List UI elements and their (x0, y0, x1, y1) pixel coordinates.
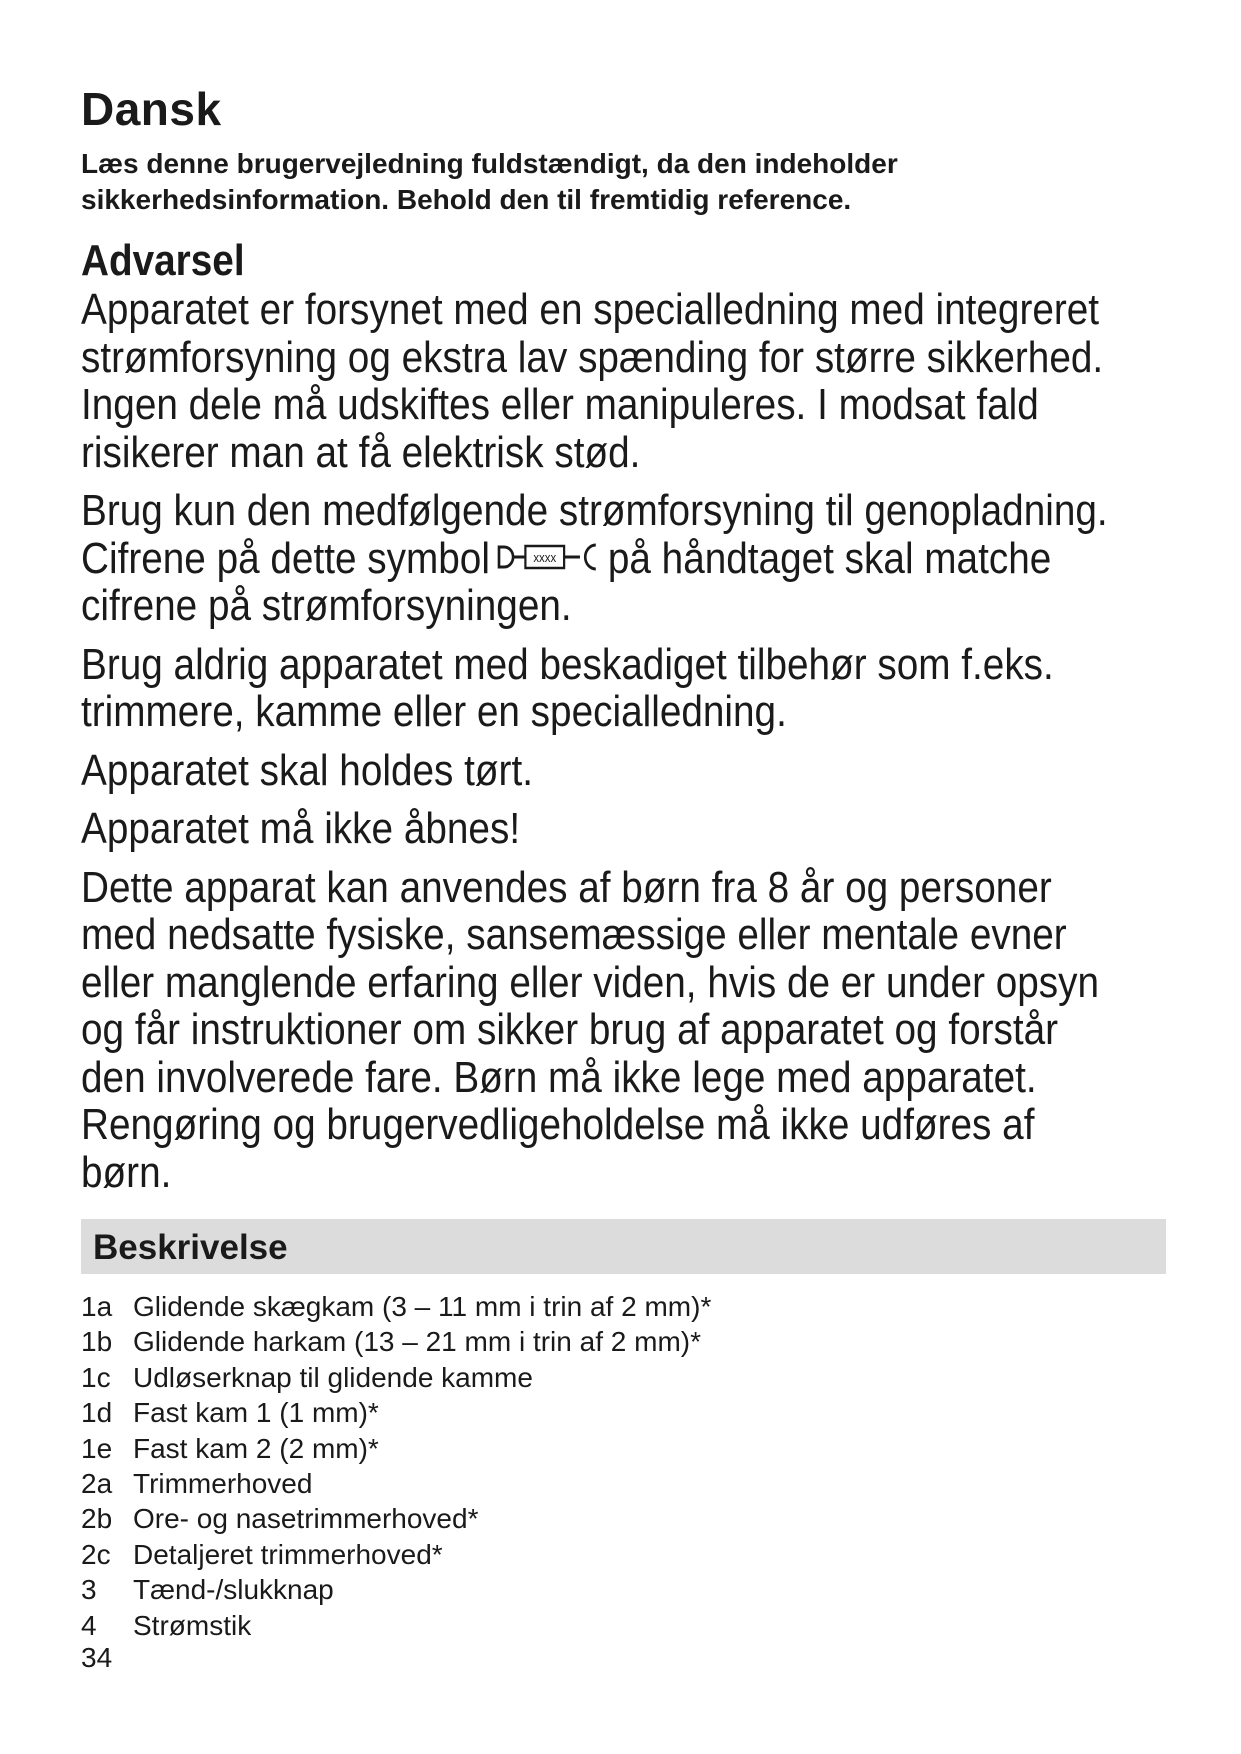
text-line: Dette apparat kan anvendes af børn fra 8 år og personer (81, 862, 1052, 912)
item-text: Tænd-/slukknap (133, 1574, 334, 1606)
text-line: risikerer man at få elektrisk stød. (81, 427, 641, 477)
text-line: eller manglende erfaring eller viden, hvis de er under opsyn (81, 957, 1100, 1007)
warning-paragraph (81, 487, 1166, 630)
text-line: Apparatet må ikke åbnes! (81, 804, 521, 853)
warning-heading: Advarsel (81, 236, 245, 285)
item-text: Trimmerhoved (133, 1468, 313, 1500)
text-line: Ingen dele må udskiftes eller manipuleres. I modsat fald (81, 380, 1039, 429)
text-line: Apparatet er forsynet med en specialledning med integreret (81, 285, 1100, 334)
text-line: Rengøring og brugervedligeholdelse må ikke udføres af (81, 1100, 1035, 1149)
list-item (81, 1395, 711, 1430)
description-list (81, 1289, 711, 1643)
intro-line: sikkerhedsinformation. Behold den til fremtidig reference. (81, 184, 852, 215)
text-line: den involverede fare. Børn må ikke lege med apparatet. (81, 1052, 1037, 1102)
list-item (81, 1537, 711, 1572)
item-text: Ore- og nasetrimmerhoved* (133, 1503, 479, 1535)
list-item (81, 1608, 711, 1643)
description-title: Beskrivelse (93, 1228, 288, 1267)
item-number: 2b (81, 1503, 113, 1535)
text-line: og får instruktioner om sikker brug af apparatet og forstår (81, 1005, 1059, 1054)
item-text: Glidende skægkam (3 – 11 mm i trin af 2 mm)* (133, 1291, 712, 1322)
text-line: strømforsyning og ekstra lav spænding for større sikkerhed. (81, 332, 1104, 382)
text-fragment: på håndtaget skal matche (607, 533, 1052, 583)
item-number: 4 (81, 1609, 97, 1641)
list-item (81, 1360, 711, 1395)
warning-paragraph (81, 286, 1166, 476)
item-number: 1b (81, 1326, 113, 1358)
symbol-label: xxxx (533, 550, 556, 566)
page-number: 34 (81, 1642, 113, 1673)
item-text: Fast kam 2 (2 mm)* (133, 1432, 379, 1464)
list-item (81, 1572, 711, 1607)
text-line: Brug aldrig apparatet med beskadiget tilbehør som f.eks. (81, 639, 1054, 689)
power-supply-symbol-icon (495, 539, 601, 575)
intro-line: Læs denne brugervejledning fuldstændigt, da den indeholder (81, 148, 898, 179)
text-line: cifrene på strømforsyningen. (81, 581, 572, 630)
item-number: 2a (81, 1468, 113, 1500)
list-item (81, 1431, 711, 1466)
language-title: Dansk (81, 83, 222, 135)
description-header-bar (81, 1219, 1166, 1274)
item-number: 1c (81, 1361, 111, 1393)
text-line: børn. (81, 1147, 172, 1197)
item-number: 3 (81, 1574, 97, 1606)
item-text: Fast kam 1 (1 mm)* (133, 1397, 379, 1429)
text-line: Apparatet skal holdes tørt. (81, 745, 533, 795)
item-number: 1d (81, 1397, 113, 1429)
warning-paragraph (81, 864, 1166, 1197)
item-text: Detaljeret trimmerhoved* (133, 1538, 443, 1570)
item-number: 2c (81, 1538, 111, 1570)
text-line: med nedsatte fysiske, sansemæssige eller mentale evner (81, 910, 1067, 959)
warning-paragraph (81, 641, 1166, 736)
warning-paragraph (81, 747, 1166, 795)
warning-section (81, 236, 1166, 1207)
list-item (81, 1324, 711, 1359)
list-item (81, 1289, 711, 1324)
text-line: Brug kun den medfølgende strømforsyning til genopladning. (81, 486, 1108, 535)
item-number: 1e (81, 1432, 113, 1464)
intro-text (81, 146, 1166, 218)
list-item (81, 1466, 711, 1501)
text-line: trimmere, kamme eller en specialledning. (81, 687, 787, 736)
text-line (81, 535, 1166, 583)
warning-paragraph (81, 805, 1166, 853)
item-text: Udløserknap til glidende kamme (133, 1361, 533, 1393)
text-fragment: Cifrene på dette symbol (81, 533, 490, 583)
list-item (81, 1501, 711, 1536)
item-number: 1a (81, 1291, 113, 1322)
item-text: Glidende harkam (13 – 21 mm i trin af 2 mm)* (133, 1326, 701, 1358)
item-text: Strømstik (133, 1609, 252, 1641)
